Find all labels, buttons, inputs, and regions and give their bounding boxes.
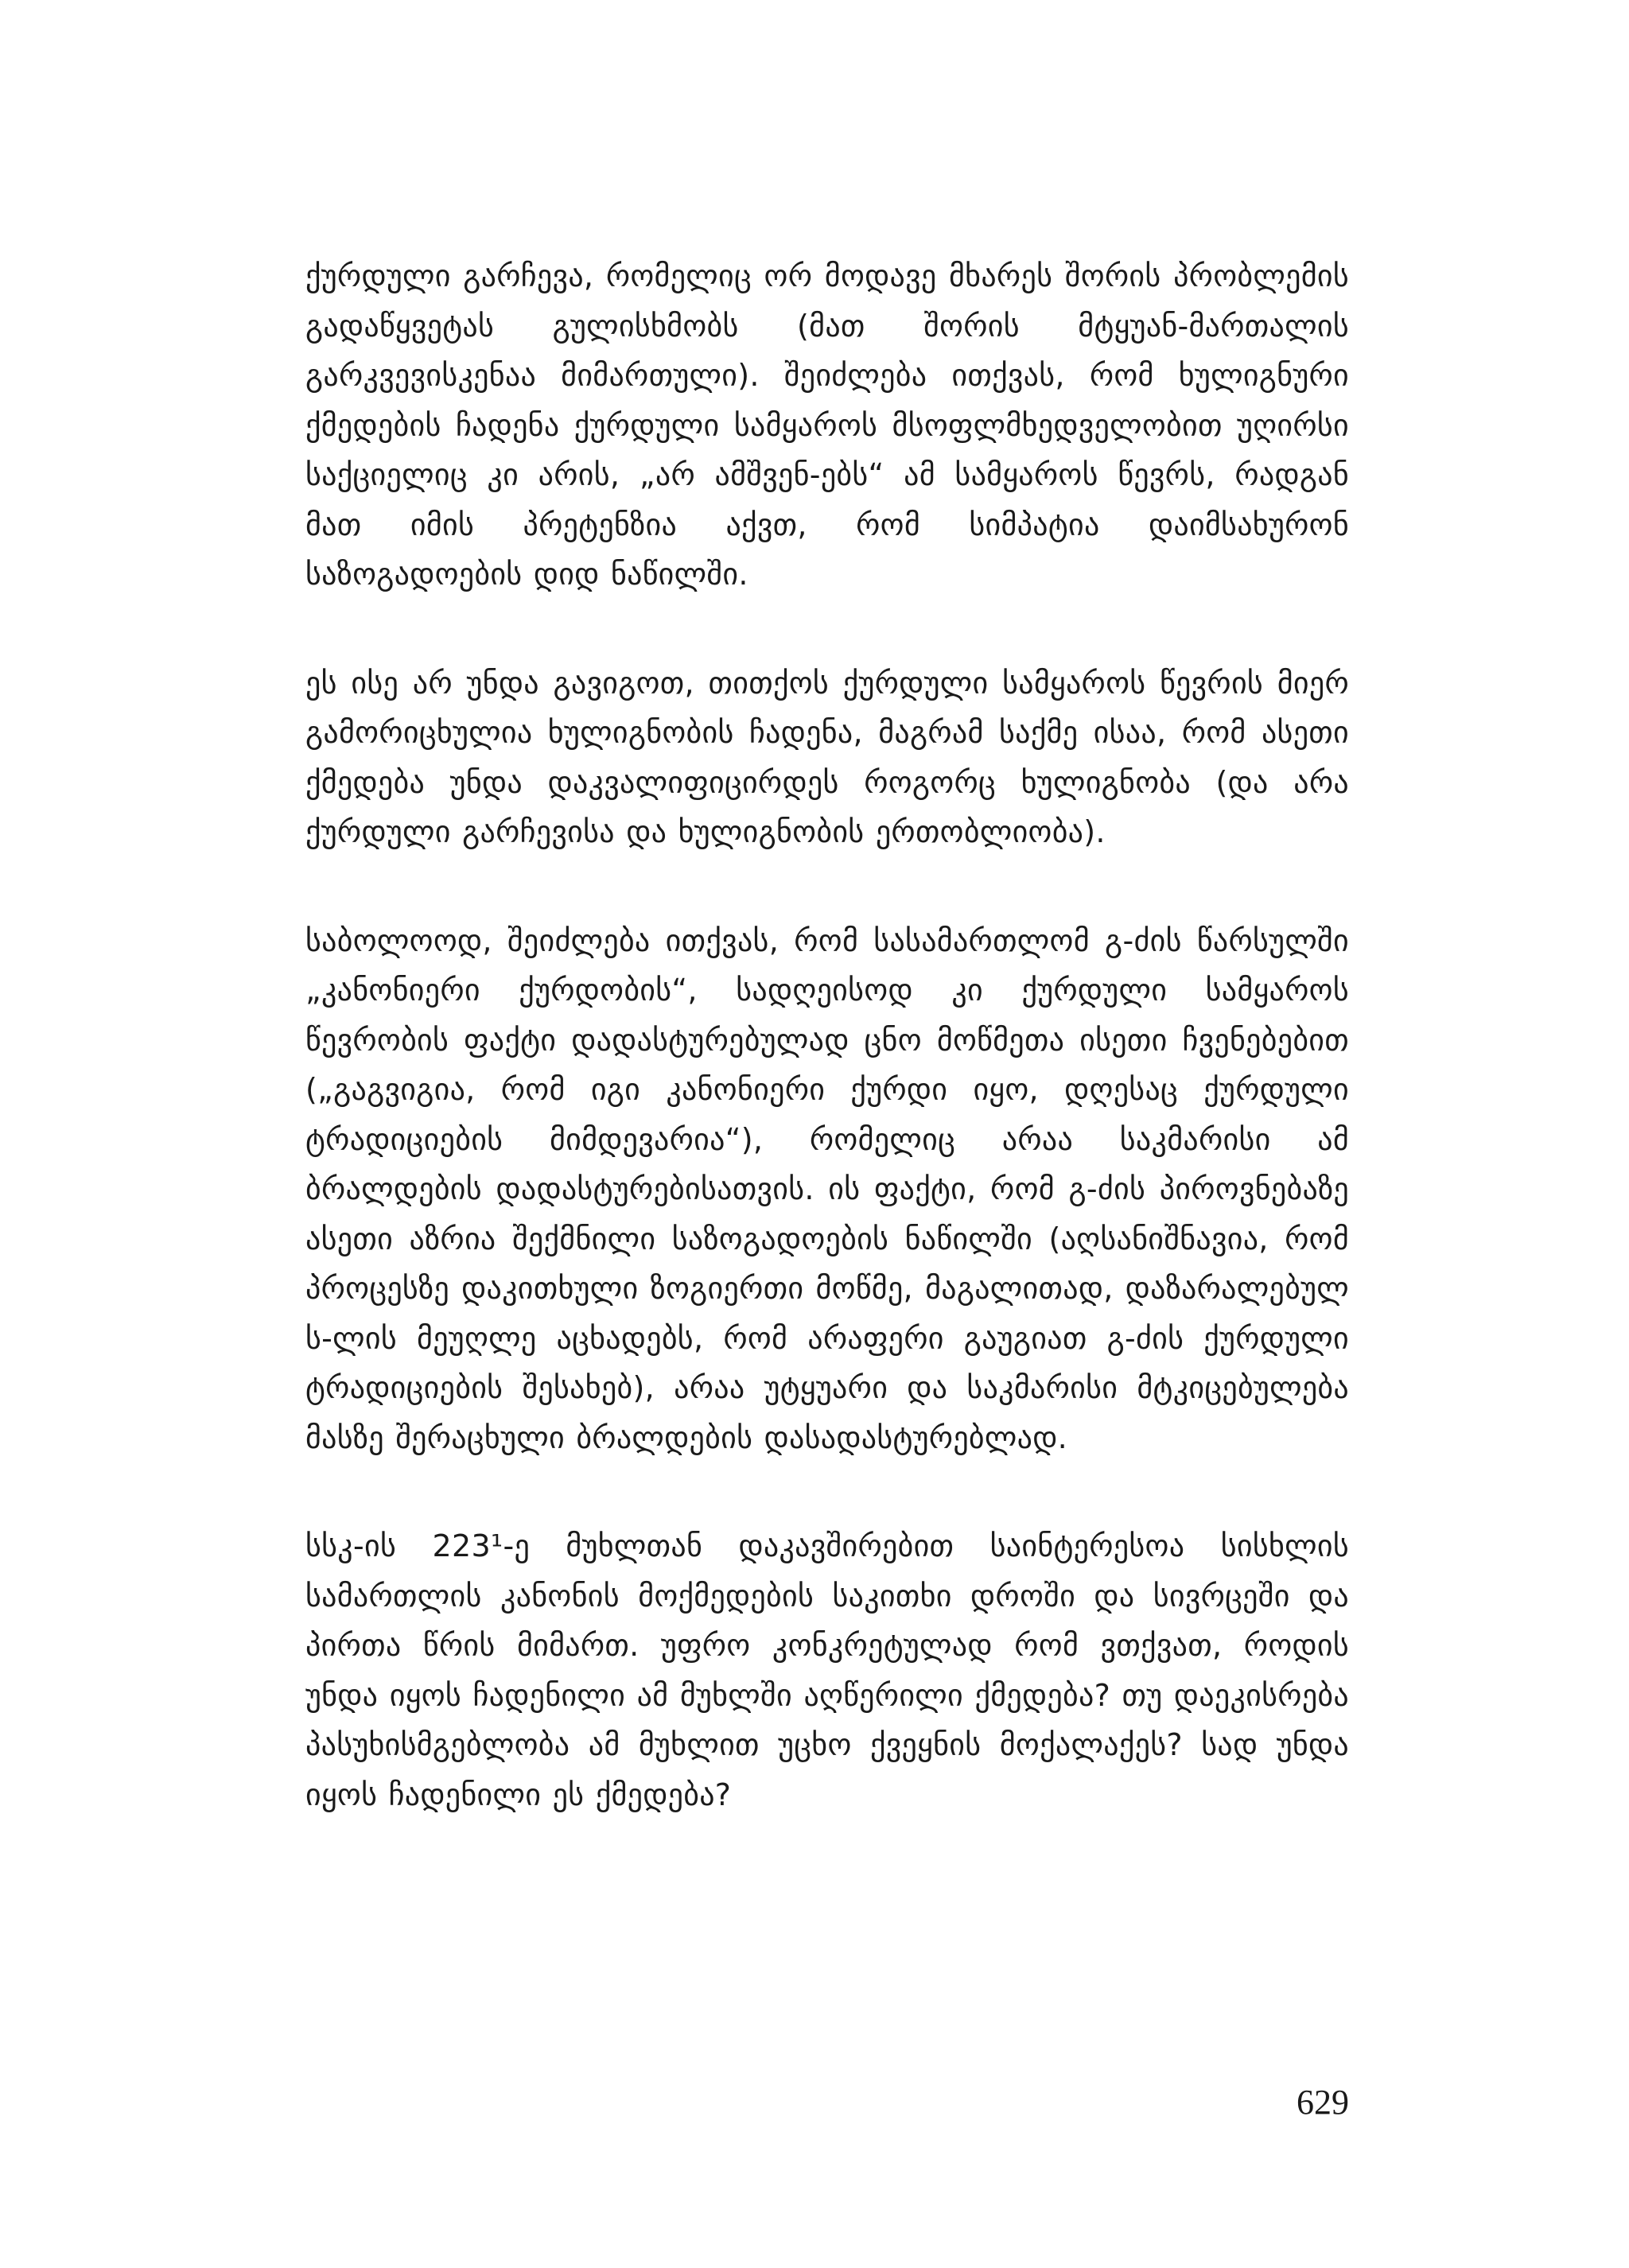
paragraph-2: ეს ისე არ უნდა გავიგოთ, თითქოს ქურდული სამყაროს წევრის მიერ გამორიცხულია ხულიგნობის ჩადენა, მაგრამ საქმე ისაა, რომ ასეთი ქმედება უნდა დაკვალიფიცირდეს როგორც ხულიგნობა (და არა ქურდული გარჩევისა და ხულიგნობის ერთობლიობა). [305, 665, 1349, 849]
paragraph-3: საბოლოოდ, შეიძლება ითქვას, რომ სასამართლომ გ-ძის წარსულში „კანონიერი ქურდობის“, სადღეისოდ კი ქურდული სამყაროს წევრობის ფაქტი დადასტურებულად ცნო მოწმეთა ისეთი ჩვენებებით („გაგვიგია, რომ იგი კანონიერი ქურდი იყო, დღესაც ქურდული ტრადიციების მიმდევარია“), რომელიც არაა საკმარისი ამ ბრალდების დადასტურებისათვის. ის ფაქტი, რომ გ-ძის პიროვნებაზე ასეთი აზრია შექმნილი საზოგადოების ნაწილში (აღსანიშნავია, რომ პროცესზე დაკითხული ზოგიერთი მოწმე, მაგალითად, დაზარალებულ ს-ლის მეუღლე აცხადებს, რომ არაფერი გაუგიათ გ-ძის ქურდული ტრადიციების შესახებ), არაა უტყუარი და საკმარისი მტკიცებულება მასზე შერაცხული ბრალდების დასადასტურებლად. [305, 922, 1349, 1455]
main-text [305, 251, 1349, 1819]
page-number: 629 [1297, 2083, 1349, 2122]
paragraph-1: ქურდული გარჩევა, რომელიც ორ მოდავე მხარეს შორის პრობლემის გადაწყვეტას გულისხმობს (მათ შორის მტყუან-მართალის გარკვევისკენაა მიმართული). შეიძლება ითქვას, რომ ხულიგნური ქმედების ჩადენა ქურდული სამყაროს მსოფლმხედველობით უღირსი საქციელიც კი არის, „არ ამშვენ-ებს“ ამ სამყაროს წევრს, რადგან მათ იმის პრეტენზია აქვთ, რომ სიმპატია დაიმსახურონ საზოგადოების დიდ ნაწილში. [305, 258, 1349, 592]
paragraph-4: სსკ-ის 223¹-ე მუხლთან დაკავშირებით საინტერესოა სისხლის სამართლის კანონის მოქმედების საკითხი დროში და სივრცეში და პირთა წრის მიმართ. უფრო კონკრეტულად რომ ვთქვათ, როდის უნდა იყოს ჩადენილი ამ მუხლში აღწერილი ქმედება? თუ დაეკისრება პასუხისმგებლობა ამ მუხლით უცხო ქვეყნის მოქალაქეს? სად უნდა იყოს ჩადენილი ეს ქმედება? [305, 1528, 1349, 1812]
